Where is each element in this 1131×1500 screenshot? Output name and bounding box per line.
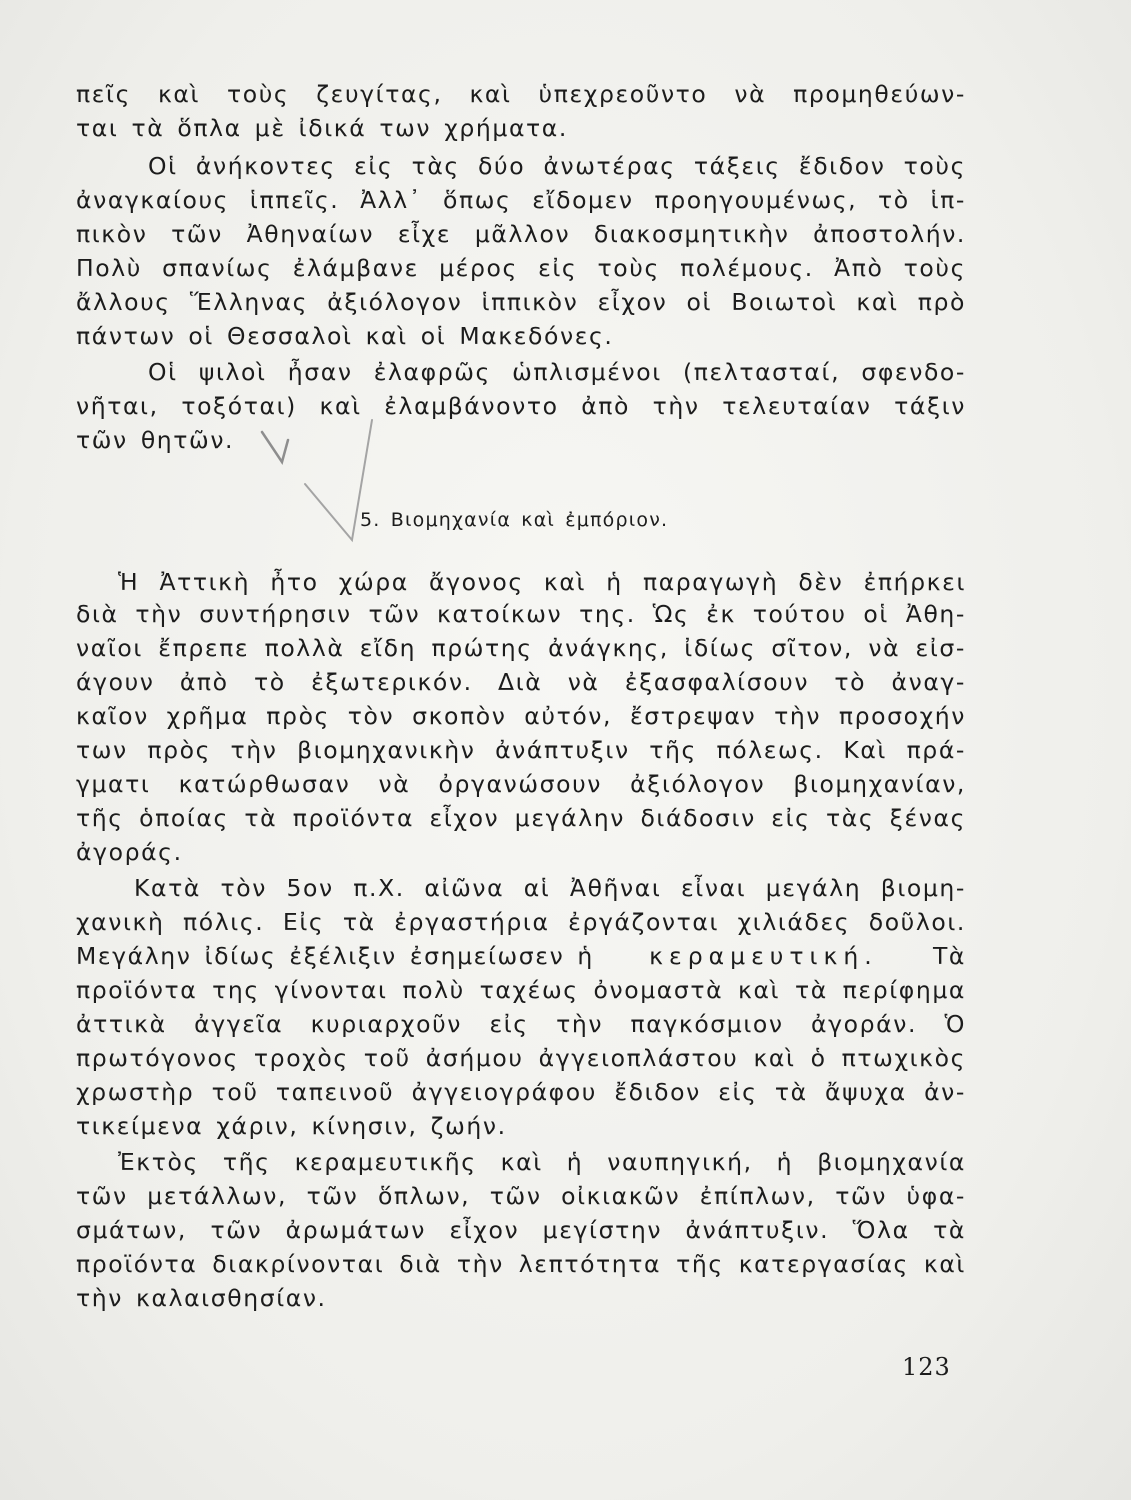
text-line: ἀναγκαίους ἱππεῖς. Ἀλλ᾽ ὅπως εἴδομεν προηγουμένως, τὸ ἱπ- (76, 186, 966, 214)
text-line: τικείμενα χάριν, κίνησιν, ζωήν. (76, 1112, 507, 1140)
text-line: τῆς ὁποίας τὰ προϊόντα εἶχον μεγάλην διάδοσιν εἰς τὰς ξένας (76, 804, 966, 832)
text-line (76, 940, 966, 972)
text-line: Ἡ Ἀττικὴ ἦτο χώρα ἄγονος καὶ ἡ παραγωγὴ δὲν ἐπήρκει (118, 568, 966, 596)
text-line: τὴν καλαισθησίαν. (76, 1284, 327, 1312)
emphasized-word: κεραμευτική. (649, 942, 878, 970)
text-line: πεῖς καὶ τοὺς ζευγίτας, καὶ ὑπεχρεοῦντο νὰ προμηθεύων- (76, 80, 966, 108)
page-number: 123 (902, 1353, 951, 1381)
text-line: προϊόντα της γίνονται πολὺ ταχέως ὀνομαστὰ καὶ τὰ περίφημα (76, 976, 966, 1004)
text-line: ἀγοράς. (76, 838, 183, 866)
text-line: Οἱ ψιλοὶ ἦσαν ἐλαφρῶς ὡπλισμένοι (πελτασταί, σφενδο- (148, 358, 966, 386)
text-line: Οἱ ἀνήκοντες εἰς τὰς δύο ἀνωτέρας τάξεις ἔδιδον τοὺς (148, 152, 966, 180)
text-line: ἀττικὰ ἀγγεῖα κυριαρχοῦν εἰς τὴν παγκόσμιον ἀγοράν. Ὁ (76, 1010, 966, 1038)
text-line: των πρὸς τὴν βιομηχανικὴν ἀνάπτυξιν τῆς πόλεως. Καὶ πρά- (76, 736, 966, 764)
text-span: Τὰ (932, 942, 966, 970)
text-line: ται τὰ ὅπλα μὲ ἰδικά των χρήματα. (76, 114, 568, 142)
text-line: νῆται, τοξόται) καὶ ἐλαμβάνοντο ἀπὸ τὴν τελευταίαν τάξιν (76, 392, 966, 420)
text-line: τῶν θητῶν. (76, 426, 235, 454)
text-line: ναῖοι ἔπρεπε πολλὰ εἴδη πρώτης ἀνάγκης, ἰδίως σῖτον, νὰ εἰσ- (76, 634, 966, 662)
text-line: διὰ τὴν συντήρησιν τῶν κατοίκων της. Ὡς ἐκ τούτου οἱ Ἀθη- (76, 600, 966, 628)
text-line: τῶν μετάλλων, τῶν ὅπλων, τῶν οἰκιακῶν ἐπίπλων, τῶν ὑφα- (76, 1182, 966, 1210)
text-line: πάντων οἱ Θεσσαλοὶ καὶ οἱ Μακεδόνες. (76, 322, 614, 350)
text-line: προϊόντα διακρίνονται διὰ τὴν λεπτότητα τῆς κατεργασίας καὶ (76, 1250, 966, 1278)
text-line: Πολὺ σπανίως ἐλάμβανε μέρος εἰς τοὺς πολέμους. Ἀπὸ τοὺς (76, 254, 966, 282)
text-line: πρωτόγονος τροχὸς τοῦ ἀσήμου ἀγγειοπλάστου καὶ ὁ πτωχικὸς (76, 1044, 966, 1072)
text-line: καῖον χρῆμα πρὸς τὸν σκοπὸν αὐτόν, ἔστρεψαν τὴν προσοχήν (76, 702, 966, 730)
text-line: σμάτων, τῶν ἀρωμάτων εἶχον μεγίστην ἀνάπτυξιν. Ὅλα τὰ (76, 1216, 966, 1244)
text-span: Μεγάλην ἰδίως ἐξέλιξιν ἐσημείωσεν ἡ (76, 942, 594, 970)
text-line: χρωστὴρ τοῦ ταπεινοῦ ἀγγειογράφου ἔδιδον εἰς τὰ ἄψυχα ἀν- (76, 1078, 966, 1106)
text-line: άγουν ἀπὸ τὸ ἐξωτερικόν. Διὰ νὰ ἐξασφαλίσουν τὸ ἀναγ- (76, 668, 966, 696)
text-line: χανικὴ πόλις. Εἰς τὰ ἐργαστήρια ἐργάζονται χιλιάδες δοῦλοι. (76, 908, 966, 936)
text-line: Κατὰ τὸν 5ον π.Χ. αἰῶνα αἱ Ἀθῆναι εἶναι μεγάλη βιομη- (134, 874, 966, 902)
text-line: ἄλλους Ἕλληνας ἀξιόλογον ἱππικὸν εἶχον οἱ Βοιωτοὶ καὶ πρὸ (76, 288, 966, 316)
text-line: πικὸν τῶν Ἀθηναίων εἶχε μᾶλλον διακοσμητικὴν ἀποστολήν. (76, 220, 966, 248)
text-line: Ἐκτὸς τῆς κεραμευτικῆς καὶ ἡ ναυπηγική, ἡ βιομηχανία (118, 1148, 966, 1176)
text-line: γματι κατώρθωσαν νὰ ὀργανώσουν ἀξιόλογον βιομηχανίαν, (76, 770, 966, 798)
section-heading: 5. Βιομηχανία καὶ ἐμπόριον. (360, 509, 669, 531)
